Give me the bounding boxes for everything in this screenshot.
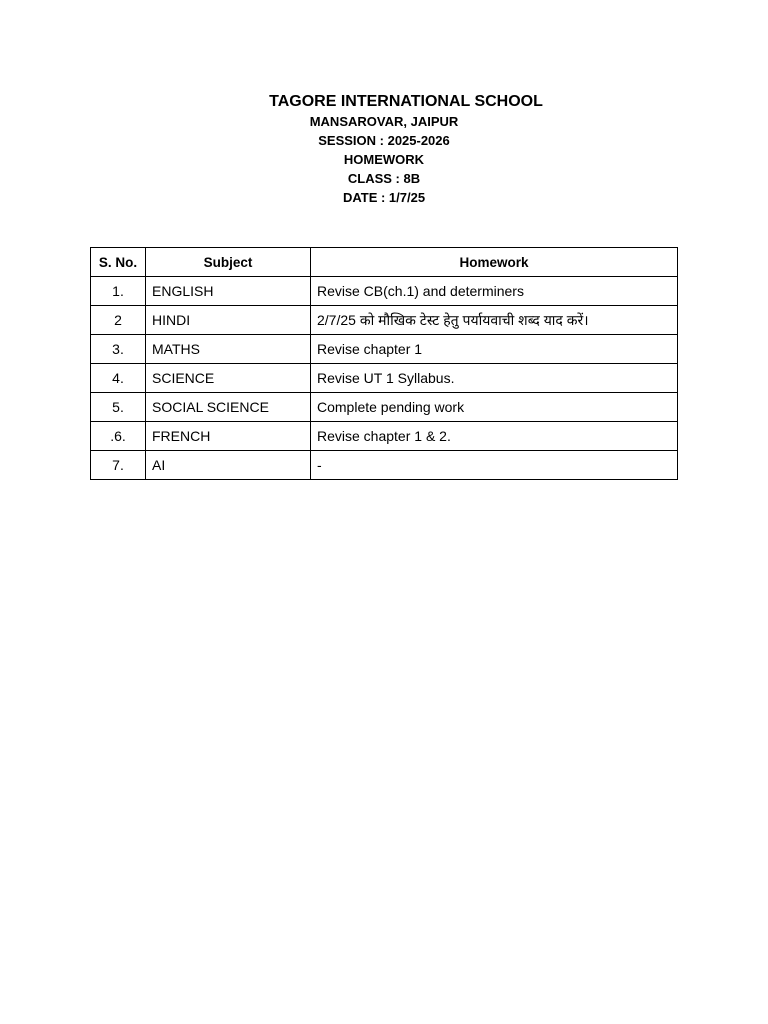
homework-table — [90, 247, 678, 480]
table-row — [91, 422, 678, 451]
cell-subject: HINDI — [146, 306, 311, 335]
document-header — [0, 92, 768, 207]
cell-subject: ENGLISH — [146, 277, 311, 306]
document-title: HOMEWORK — [343, 152, 425, 167]
table-row — [91, 306, 678, 335]
cell-homework: Complete pending work — [311, 393, 678, 422]
cell-subject: SCIENCE — [146, 364, 311, 393]
cell-subject: AI — [146, 451, 311, 480]
date-label: DATE : 1/7/25 — [342, 190, 426, 205]
column-header-sno: S. No. — [91, 248, 146, 277]
cell-sno: 2 — [91, 306, 146, 335]
cell-subject: FRENCH — [146, 422, 311, 451]
table-row — [91, 335, 678, 364]
cell-subject: SOCIAL SCIENCE — [146, 393, 311, 422]
cell-sno: 3. — [91, 335, 146, 364]
table-row — [91, 451, 678, 480]
class-label: CLASS : 8B — [347, 171, 421, 186]
cell-sno: 5. — [91, 393, 146, 422]
table-row — [91, 277, 678, 306]
school-name: TAGORE INTERNATIONAL SCHOOL — [269, 93, 543, 110]
cell-sno: 7. — [91, 451, 146, 480]
cell-sno: .6. — [91, 422, 146, 451]
cell-homework: Revise UT 1 Syllabus. — [311, 364, 678, 393]
cell-subject: MATHS — [146, 335, 311, 364]
cell-sno: 4. — [91, 364, 146, 393]
cell-homework: Revise chapter 1 & 2. — [311, 422, 678, 451]
cell-homework: Revise CB(ch.1) and determiners — [311, 277, 678, 306]
table-row — [91, 364, 678, 393]
table-row — [91, 393, 678, 422]
cell-homework: Revise chapter 1 — [311, 335, 678, 364]
column-header-homework: Homework — [311, 248, 678, 277]
cell-homework: 2/7/25 को मौखिक टेस्ट हेतु पर्यायवाची शब्द याद करें। — [311, 306, 678, 335]
cell-sno: 1. — [91, 277, 146, 306]
session-label: SESSION : 2025-2026 — [318, 133, 450, 148]
school-location: MANSAROVAR, JAIPUR — [309, 114, 459, 129]
cell-homework: - — [311, 451, 678, 480]
table-header-row — [91, 248, 678, 277]
column-header-subject: Subject — [146, 248, 311, 277]
